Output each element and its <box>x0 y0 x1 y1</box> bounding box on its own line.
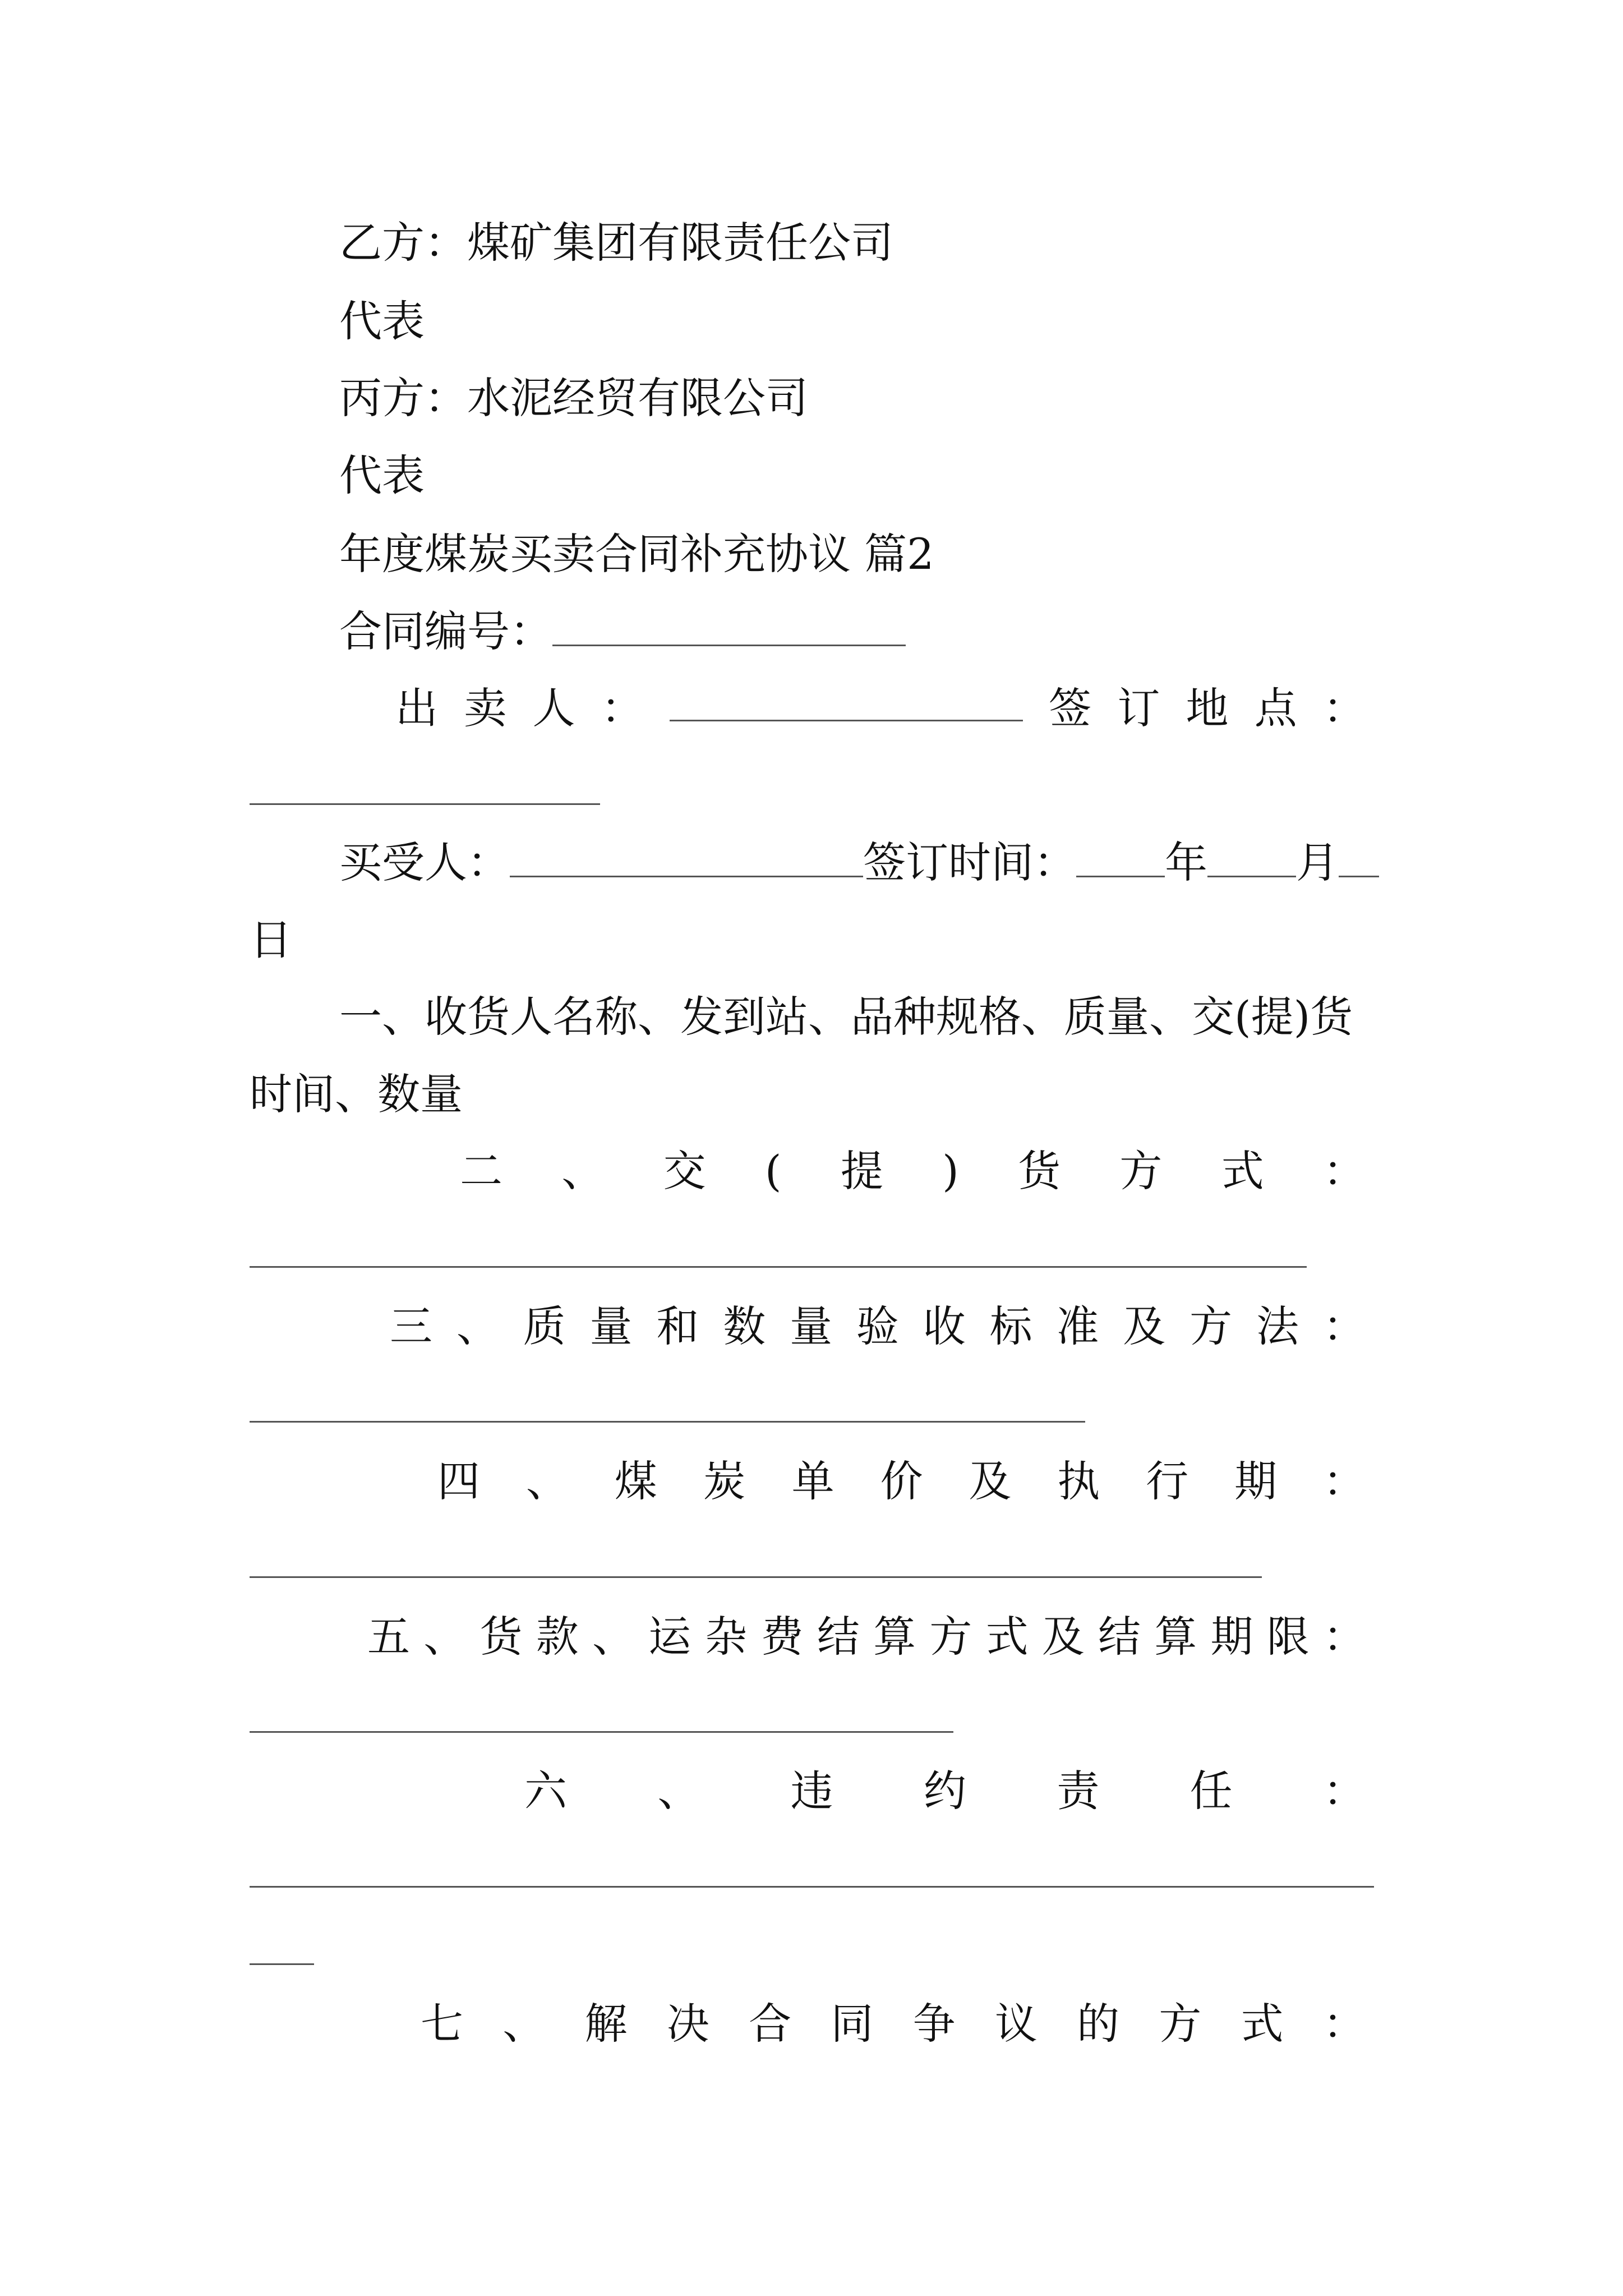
clause-4-blank[interactable] <box>250 1576 1262 1578</box>
clause-6-char: 约 <box>923 1766 966 1816</box>
clause-7-char: 式 <box>1241 1999 1284 2049</box>
clause-3-char: 及 <box>1123 1301 1166 1351</box>
clause-4-char: ： <box>1322 1456 1366 1506</box>
year-label: 年 <box>1165 838 1207 887</box>
clause-4-char: 价 <box>880 1456 923 1506</box>
clause-7-heading <box>421 1999 1366 2049</box>
clause-5-char: 式 <box>985 1612 1029 1662</box>
clause-5-char: 货 <box>479 1612 523 1662</box>
clause-3-char: 量 <box>589 1301 633 1351</box>
clause-5-char: 杂 <box>704 1612 748 1662</box>
clause-6-blank[interactable] <box>250 1886 1374 1888</box>
clause-7-char: 七 <box>421 1999 463 2049</box>
clause-3-char: 数 <box>723 1301 766 1351</box>
clause-6-heading <box>524 1766 1366 1816</box>
clause-3-char: ： <box>1322 1301 1366 1351</box>
clause-2-blank[interactable] <box>250 1266 1307 1268</box>
year-blank[interactable] <box>1076 843 1165 877</box>
clause-7-char: 的 <box>1077 1999 1120 2049</box>
clause-1-line-2: 时间、数量 <box>250 1069 463 1119</box>
clause-2-char: 提 <box>840 1146 883 1196</box>
clause-5-char: 费 <box>760 1612 804 1662</box>
sign-place-char: 点 <box>1254 683 1297 733</box>
clause-7-char: 方 <box>1159 1999 1202 2049</box>
clause-4-char: 执 <box>1057 1456 1100 1506</box>
contract-number-row <box>339 606 906 656</box>
clause-5-heading <box>367 1612 1366 1662</box>
month-label: 月 <box>1296 838 1339 887</box>
clause-4-char: 四 <box>437 1456 480 1506</box>
clause-5-char: 及 <box>1041 1612 1085 1662</box>
sign-place-char: ： <box>1322 683 1366 733</box>
sign-place-blank[interactable] <box>250 803 600 805</box>
clause-4-heading <box>437 1456 1366 1506</box>
clause-4-char: 及 <box>969 1456 1012 1506</box>
seller-char: ： <box>601 683 644 733</box>
clause-4-char: 单 <box>791 1456 834 1506</box>
clause-6-char: 违 <box>790 1766 833 1816</box>
clause-4-char: 行 <box>1146 1456 1189 1506</box>
clause-5-char: 五 <box>367 1612 410 1662</box>
clause-7-char: 合 <box>749 1999 792 2049</box>
contract-number-blank[interactable] <box>552 612 906 646</box>
clause-7-char: 、 <box>502 1999 546 2049</box>
clause-5-char: 结 <box>817 1612 860 1662</box>
sign-place-char: 签 <box>1049 683 1092 733</box>
clause-2-char: 交 <box>663 1146 706 1196</box>
clause-1-line-1: 一、收货人名称、发到站、品种规格、质量、交(提)货 <box>339 992 1353 1042</box>
clause-3-char: 和 <box>656 1301 699 1351</box>
clause-7-char: 决 <box>666 1999 709 2049</box>
clause-4-char: 、 <box>525 1456 569 1506</box>
clause-2-char: ： <box>1322 1146 1366 1196</box>
seller-char: 人 <box>532 683 575 733</box>
day-blank[interactable] <box>1339 843 1379 877</box>
seller-name-blank[interactable] <box>670 687 1023 721</box>
clause-5-char: 限 <box>1266 1612 1310 1662</box>
clause-5-blank[interactable] <box>250 1731 953 1733</box>
buyer-name-blank[interactable] <box>510 843 863 877</box>
clause-4-char: 炭 <box>703 1456 746 1506</box>
party-b-rep: 代表 <box>339 296 425 346</box>
clause-6-char: 任 <box>1189 1766 1233 1816</box>
party-b-line: 乙方：煤矿集团有限责任公司 <box>339 218 893 268</box>
clause-3-blank[interactable] <box>250 1421 1085 1423</box>
clause-2-char: 方 <box>1119 1146 1163 1196</box>
clause-5-char: 方 <box>929 1612 972 1662</box>
clause-6-blank-continued[interactable] <box>250 1963 314 1965</box>
clause-3-char: 验 <box>856 1301 899 1351</box>
contract-number-label: 合同编号： <box>339 606 552 656</box>
clause-2-char: 二 <box>460 1146 502 1196</box>
clause-7-char: ： <box>1322 1999 1366 2049</box>
clause-4-char: 期 <box>1234 1456 1278 1506</box>
sign-place-char: 地 <box>1186 683 1229 733</box>
clause-6-char: 六 <box>524 1766 567 1816</box>
seller-char: 出 <box>395 683 438 733</box>
clause-5-char: 运 <box>648 1612 691 1662</box>
clause-3-char: 收 <box>923 1301 966 1351</box>
month-blank[interactable] <box>1207 843 1296 877</box>
clause-4-char: 煤 <box>614 1456 657 1506</box>
sign-time-label: 签订时间： <box>863 838 1076 887</box>
clause-2-char: 式 <box>1221 1146 1264 1196</box>
clause-5-char: 算 <box>1154 1612 1197 1662</box>
section-heading: 年度煤炭买卖合同补充协议 篇2 <box>339 529 934 579</box>
clause-3-char: 、 <box>456 1301 499 1351</box>
clause-3-char: 法 <box>1256 1301 1299 1351</box>
clause-5-char: 、 <box>423 1612 467 1662</box>
clause-3-char: 准 <box>1056 1301 1099 1351</box>
clause-5-char: 算 <box>873 1612 916 1662</box>
clause-6-char: 、 <box>657 1766 700 1816</box>
clause-7-char: 解 <box>584 1999 628 2049</box>
clause-2-heading <box>460 1146 1366 1196</box>
clause-7-char: 争 <box>912 1999 956 2049</box>
party-c-rep: 代表 <box>339 450 425 500</box>
clause-5-char: 、 <box>592 1612 635 1662</box>
clause-2-char: ( <box>764 1146 782 1196</box>
clause-3-char: 质 <box>523 1301 566 1351</box>
clause-3-char: 量 <box>790 1301 833 1351</box>
clause-3-heading <box>390 1301 1366 1351</box>
seller-char: 卖 <box>464 683 507 733</box>
clause-6-char: ： <box>1322 1766 1366 1816</box>
clause-2-char: ) <box>942 1146 959 1196</box>
seller-row <box>395 683 1366 733</box>
clause-5-char: 结 <box>1098 1612 1141 1662</box>
buyer-row <box>339 838 1379 887</box>
party-c-line: 丙方：水泥经贸有限公司 <box>339 373 808 423</box>
clause-7-char: 议 <box>994 1999 1038 2049</box>
clause-3-char: 方 <box>1189 1301 1233 1351</box>
day-label: 日 <box>250 915 292 965</box>
clause-2-char: 货 <box>1018 1146 1061 1196</box>
clause-5-char: ： <box>1322 1612 1366 1662</box>
sign-place-char: 订 <box>1117 683 1160 733</box>
clause-3-char: 三 <box>390 1301 432 1351</box>
clause-7-char: 同 <box>831 1999 874 2049</box>
clause-5-char: 期 <box>1210 1612 1253 1662</box>
clause-3-char: 标 <box>989 1301 1032 1351</box>
clause-5-char: 款 <box>536 1612 579 1662</box>
buyer-label: 买受人： <box>339 838 510 887</box>
clause-6-char: 责 <box>1057 1766 1100 1816</box>
clause-2-char: 、 <box>561 1146 605 1196</box>
